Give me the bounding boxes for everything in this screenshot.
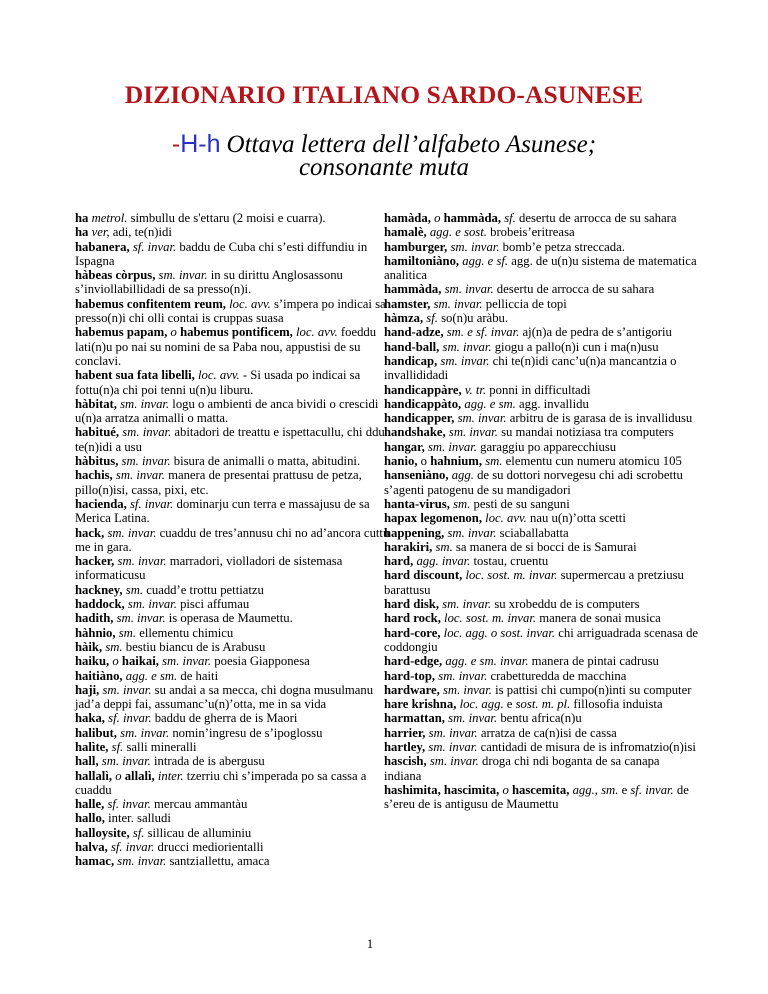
entry-definition: is pattisi chi cumpo(n)inti su computer — [491, 682, 692, 697]
dictionary-entry — [75, 740, 395, 754]
entry-headword: hapax legomenon, — [384, 511, 482, 526]
entry-grammar: sm. — [105, 639, 123, 654]
entry-definition: tzerriu chi s’imperada po sa cassa a cuaddu — [75, 768, 367, 797]
entry-grammar: sm. invar. — [101, 754, 151, 769]
entry-headword: hammàda, — [384, 282, 442, 297]
entry-definition: mercau ammantàu — [150, 797, 248, 812]
entry-definition: de s’ereu de is antigusu de Maumettu — [384, 782, 689, 812]
entry-grammar: agg. e sost. — [429, 225, 487, 240]
entry-grammar: agg. e sm. invar. — [445, 654, 529, 669]
dictionary-entry — [75, 368, 395, 397]
entry-grammar: sm. invar. — [429, 754, 479, 769]
entry-headword-variant: habemus pontificem, — [180, 325, 293, 340]
dictionary-entry — [384, 740, 700, 754]
dictionary-entry — [75, 425, 395, 454]
entry-definition: pisci affumau — [176, 597, 250, 612]
dictionary-entry — [384, 211, 700, 225]
entry-definition: brobeis’eritreasa — [486, 225, 575, 240]
dictionary-entry — [384, 611, 700, 625]
dictionary-entry — [384, 468, 700, 497]
entry-grammar: o — [115, 768, 122, 783]
entry-definition: bomb’e petza streccada. — [499, 239, 625, 254]
entry-definition: so(n)u aràbu. — [437, 311, 509, 326]
entry-grammar: sost. m. pl. — [515, 697, 571, 712]
dictionary-entry — [75, 826, 395, 840]
entry-grammar: sm. invar. — [448, 425, 498, 440]
entry-headword: hand-ball, — [384, 339, 440, 354]
entry-definition: manera de pintai cadrusu — [528, 654, 659, 669]
dictionary-entry — [75, 268, 395, 297]
entry-definition: drucci mediorientalli — [154, 840, 264, 855]
entry-headword-variant: allalì, — [124, 768, 155, 783]
entry-headword: hard discount, — [384, 568, 463, 583]
heading-dash: - — [171, 130, 181, 158]
entry-definition: sa manera de si bocci de is Samurai — [452, 539, 637, 554]
entry-headword: hàbeas còrpus, — [75, 268, 156, 283]
entry-headword: hanio, — [384, 454, 418, 469]
dictionary-entry — [384, 669, 700, 683]
entry-definition: desertu de arrocca de su sahara — [515, 211, 677, 225]
document-title: DIZIONARIO ITALIANO SARDO-ASUNESE — [124, 80, 644, 109]
dictionary-entry — [384, 325, 700, 339]
entry-definition: bentu africa(n)u — [497, 711, 582, 726]
entry-grammar: loc. avv. — [296, 325, 338, 340]
entry-definition: intrada de is abergusu — [150, 754, 265, 769]
entry-grammar: loc. agg. — [459, 697, 504, 712]
entry-grammar: agg. e sm. — [464, 396, 516, 411]
entry-definition: pesti de su sanguni — [470, 496, 570, 511]
entry-grammar: o — [112, 654, 119, 669]
entry-definition: de su dottori norvegesu chi adi scrobettu s’agenti patogenu de su mandigadori — [384, 468, 683, 497]
entry-definition: aj(n)a de pedra de s’antigoriu — [519, 325, 672, 340]
dictionary-entry — [384, 597, 700, 611]
entry-grammar: loc. sost. m. invar. — [444, 611, 537, 626]
entry-headword: hare krishna, — [384, 697, 457, 712]
entry-headword: hamburger, — [384, 239, 448, 254]
entry-headword: hackney, — [75, 582, 123, 597]
entry-headword: hard, — [384, 554, 414, 569]
entry-headword: hard disk, — [384, 597, 440, 612]
entry-definition: droga chi ndi boganta de sa canapa indiana — [384, 754, 660, 783]
entry-definition: bestiu biancu de is Arabusu — [122, 639, 266, 654]
entry-headword: hàhnio, — [75, 625, 116, 640]
dictionary-entry — [384, 654, 700, 668]
entry-grammar: sm. invar. — [428, 739, 478, 754]
entry-definition: agg. invallidu — [515, 396, 589, 411]
entry-definition: chi te(n)idi canc’u(n)a mancantzia o invallididadi — [384, 353, 677, 383]
entry-grammar: sm. invar. — [444, 282, 494, 297]
dictionary-entry — [384, 497, 700, 511]
entry-headword-variant: hascemita, — [511, 782, 570, 797]
entry-grammar: sm. e sf. invar. — [446, 325, 520, 340]
dictionary-entry — [384, 526, 700, 540]
entry-definition: arratza de ca(n)isi de cassa — [477, 725, 617, 740]
entry-headword: hachis, — [75, 468, 113, 483]
dictionary-entry — [75, 497, 395, 526]
dictionary-entry — [75, 654, 395, 668]
dictionary-entry — [75, 583, 395, 597]
entry-headword: haji, — [75, 682, 100, 697]
entry-headword: hanseniàno, — [384, 468, 449, 483]
entry-headword: hall, — [75, 754, 99, 769]
entry-grammar: sm. invar. — [158, 268, 208, 283]
entry-headword: hard-core, — [384, 625, 441, 640]
entry-grammar: v. tr. — [464, 382, 487, 397]
entry-headword: hartley, — [384, 739, 426, 754]
entry-grammar: agg. e sf. — [462, 253, 509, 268]
dictionary-entry — [384, 297, 700, 311]
dictionary-entry — [75, 297, 395, 326]
entry-headword: haiku, — [75, 654, 110, 669]
entry-definition: manera de sonai musica — [536, 611, 661, 626]
entry-grammar: sm. invar. — [427, 439, 477, 454]
entry-headword: ha — [75, 211, 89, 225]
dictionary-entry — [75, 526, 395, 555]
entry-definition: desertu de arrocca de su sahara — [493, 282, 655, 297]
entry-grammar: sf. — [426, 311, 438, 326]
entry-definition: adi, te(n)idi — [109, 225, 172, 240]
right-column — [384, 211, 700, 811]
entry-grammar: sm. invar. — [117, 854, 167, 869]
entry-grammar: sm. invar. — [162, 654, 212, 669]
entry-grammar: sf. invar. — [110, 840, 155, 855]
entry-grammar: sf. invar. — [108, 711, 152, 726]
dictionary-entry — [75, 468, 395, 497]
entry-definition: fillosofia induista — [570, 697, 663, 712]
entry-definition: su andai a sa mecca, chi dogna musulmanu jad’a deppi fai, assumanc’u(n)’otta, me in sa vida — [75, 682, 374, 712]
dictionary-entry — [384, 454, 700, 468]
entry-grammar: sm. invar. — [428, 725, 478, 740]
entry-definition: salludi — [133, 811, 171, 826]
entry-headword: hallo, — [75, 811, 105, 826]
page-number: 1 — [366, 936, 374, 951]
entry-grammar: sm. invar. — [117, 554, 167, 569]
dictionary-entry — [75, 726, 395, 740]
entry-grammar: sm. invar. — [107, 525, 157, 540]
dictionary-entry — [384, 511, 700, 525]
entry-grammar: sm. invar. — [116, 611, 166, 626]
entry-grammar: ver, — [91, 225, 110, 240]
entry-headword: hamàda, — [384, 211, 431, 225]
entry-definition: chi arriguadrada scenasa de coddongiu — [384, 625, 699, 654]
entry-definition: poesia Giapponesa — [211, 654, 310, 669]
entry-grammar: loc. sost. m. invar. — [465, 568, 558, 583]
entry-definition: sillicau de alluminiu — [144, 825, 252, 840]
entry-headword: handicappàre, — [384, 382, 462, 397]
entry-grammar: sm. invar. — [102, 682, 152, 697]
dictionary-entry — [75, 797, 395, 811]
entry-grammar: sm. invar. — [121, 454, 171, 469]
entry-definition: salli mineralli — [123, 739, 197, 754]
entry-grammar: sm. — [118, 625, 137, 640]
entry-connector: o — [417, 454, 431, 469]
entry-definition: nau u(n)’otta scetti — [526, 511, 626, 526]
entry-headword: hacker, — [75, 554, 115, 569]
entry-definition: foeddu lati(n)u po nai su nomini de sa Paba nou, appustisi de su conclavi. — [75, 325, 377, 368]
entry-grammar: o — [502, 782, 509, 797]
entry-definition: cantidadi de misura de is infromatzio(n)isi — [477, 739, 696, 754]
entry-grammar: loc. avv. — [229, 296, 271, 311]
entry-headword: hamac, — [75, 854, 115, 869]
entry-definition: is operasa de Maumettu. — [165, 611, 293, 626]
entry-headword: hamalè, — [384, 225, 427, 240]
entry-grammar: agg. invar. — [416, 554, 471, 569]
dictionary-entry — [75, 640, 395, 654]
entry-definition: garaggiu po apparecchiusu — [476, 439, 617, 454]
entry-headword: hangar, — [384, 439, 425, 454]
dictionary-entry — [75, 669, 395, 683]
dictionary-entry — [384, 225, 700, 239]
heading-description: Ottava lettera dell’alfabeto Asunese; — [226, 131, 597, 158]
entry-grammar: loc. agg. o sost. invar. — [443, 625, 556, 640]
entry-grammar: sm. invar. — [440, 353, 490, 368]
dictionary-entry — [384, 425, 700, 439]
left-column — [75, 211, 395, 869]
entry-headword: handicapper, — [384, 411, 455, 426]
entry-headword: halibut, — [75, 725, 117, 740]
entry-headword: hard rock, — [384, 611, 441, 626]
entry-grammar: o — [434, 211, 441, 225]
entry-definition: ponni in difficultadi — [486, 382, 591, 397]
entry-definition: s’impera po indicai sa presso(n)i chi olli contai is cruppas suasa — [75, 296, 386, 326]
entry-grammar: sm. invar. — [122, 425, 172, 440]
entry-definition: agg. de u(n)u sistema de matematica analitica — [384, 253, 697, 283]
entry-definition: pelliccia de topi — [482, 296, 567, 311]
entry-grammar: sf. — [630, 782, 643, 797]
entry-definition: marradori, violladori de sistemasa informaticusu — [75, 554, 343, 583]
entry-connector: e — [503, 697, 516, 712]
entry-grammar: sf. invar. — [132, 239, 177, 254]
entry-headword: handicappàto, — [384, 396, 462, 411]
dictionary-entry — [384, 397, 700, 411]
entry-definition: supermercau a pretziusu barattusu — [384, 568, 684, 597]
entry-definition: crabetturedda de macchina — [487, 668, 627, 683]
entry-grammar: sm. invar. — [433, 296, 483, 311]
dictionary-entry — [75, 240, 395, 269]
entry-headword-variant: hammàda, — [443, 211, 502, 225]
entry-headword: harrier, — [384, 725, 426, 740]
entry-definition: bisura de animalli o matta, abitudini. — [170, 454, 361, 469]
entry-grammar: agg., sm. — [572, 782, 619, 797]
dictionary-entry — [75, 211, 395, 225]
dictionary-entry — [75, 769, 395, 798]
dictionary-entry — [384, 340, 700, 354]
entry-headword: haddock, — [75, 597, 125, 612]
entry-headword: habemus papam, — [75, 325, 168, 340]
entry-headword: habent sua fata libelli, — [75, 368, 195, 383]
entry-grammar: sm. invar. — [448, 711, 498, 726]
dictionary-entry — [384, 354, 700, 383]
entry-grammar: sf. — [132, 825, 145, 840]
entry-headword: halìte, — [75, 739, 109, 754]
dictionary-entry — [384, 711, 700, 725]
entry-headword: hacienda, — [75, 496, 127, 511]
entry-headword: hàmza, — [384, 311, 424, 326]
entry-grammar: o — [170, 325, 177, 340]
entry-headword: ha — [75, 225, 89, 240]
entry-connector: e — [618, 782, 631, 797]
entry-grammar: sm. invar. — [457, 411, 507, 426]
dictionary-entry — [384, 783, 700, 812]
dictionary-entry — [75, 597, 395, 611]
entry-grammar: invar. — [645, 782, 674, 797]
entry-grammar: sf. invar. — [130, 496, 174, 511]
entry-grammar: inter. — [108, 811, 134, 826]
entry-definition: - Si usada po indicai sa fottu(n)a chi poi tenni u(n)u liburu. — [75, 368, 361, 397]
dictionary-entry — [384, 282, 700, 296]
dictionary-entry — [384, 568, 700, 597]
entry-grammar: sm. invar. — [438, 668, 488, 683]
entry-headword: halle, — [75, 797, 105, 812]
entry-definition: elementu cun numeru atomicu 105 — [502, 454, 682, 469]
entry-headword: hàbitat, — [75, 396, 117, 411]
entry-headword: hàbitus, — [75, 454, 119, 469]
entry-grammar: sm. invar. — [442, 339, 492, 354]
entry-grammar: sm. invar. — [442, 682, 492, 697]
entry-headword: hashimita, hascimita, — [384, 782, 500, 797]
dictionary-entry — [75, 626, 395, 640]
entry-grammar: sm. invar. — [120, 396, 170, 411]
dictionary-entry — [75, 225, 395, 239]
dictionary-entry — [75, 840, 395, 854]
entry-headword: hanta-virus, — [384, 496, 450, 511]
entry-grammar: agg. e sm. — [125, 668, 178, 683]
entry-definition: manera de presentai prattusu de petza, pillo(n)isi, cassa, pixi, etc. — [75, 468, 362, 497]
entry-definition: arbitru de is garasa de is invallidusu — [506, 411, 693, 426]
entry-headword: hadith, — [75, 611, 114, 626]
entry-definition: su mandai notiziasa tra computers — [497, 425, 674, 440]
entry-headword: haka, — [75, 711, 105, 726]
dictionary-entry — [384, 726, 700, 740]
entry-headword: hard-edge, — [384, 654, 443, 669]
entry-definition: tostau, cruentu — [470, 554, 549, 569]
entry-headword-variant: hahnium, — [430, 454, 483, 469]
entry-headword: hascish, — [384, 754, 427, 769]
dictionary-entry — [384, 240, 700, 254]
entry-grammar: sm. — [125, 582, 144, 597]
entry-definition: giogu a pallo(n)i cun i ma(n)usu — [491, 339, 659, 354]
dictionary-entry — [384, 440, 700, 454]
dictionary-entry — [384, 754, 700, 783]
entry-definition: santziallettu, amaca — [166, 854, 270, 869]
entry-grammar: sm. — [485, 454, 503, 469]
entry-headword: hard-top, — [384, 668, 436, 683]
entry-definition: ellementu chimicu — [136, 625, 234, 640]
dictionary-entry — [384, 254, 700, 283]
entry-headword-variant: haikai, — [121, 654, 159, 669]
entry-definition: su xrobeddu de is computers — [491, 597, 640, 612]
dictionary-entry — [75, 397, 395, 426]
entry-grammar: metrol. — [91, 211, 128, 225]
dictionary-entry — [384, 554, 700, 568]
entry-grammar: sf. — [111, 739, 124, 754]
dictionary-entry — [384, 697, 700, 711]
entry-headword: hand-adze, — [384, 325, 444, 340]
entry-grammar: sm. invar. — [127, 597, 177, 612]
dictionary-entry — [75, 754, 395, 768]
entry-definition: logu o ambienti de anca bividi o crescidi u(n)a arratza animalli o matta. — [75, 396, 379, 426]
dictionary-entry — [75, 711, 395, 725]
entry-definition: abitadori de treattu e ispettacullu, chi ddu te(n)idi a usu — [75, 425, 385, 454]
entry-headword: hamster, — [384, 296, 431, 311]
entry-headword: hardware, — [384, 682, 440, 697]
entry-definition: de haiti — [177, 668, 219, 683]
entry-definition: sciaballabatta — [496, 525, 569, 540]
entry-headword: hamiltoniàno, — [384, 253, 460, 268]
dictionary-entry — [384, 383, 700, 397]
dictionary-entry — [384, 683, 700, 697]
dictionary-entry — [75, 683, 395, 712]
dictionary-entry — [75, 611, 395, 625]
entry-headword: habitué, — [75, 425, 120, 440]
entry-headword: happening, — [384, 525, 445, 540]
entry-grammar: sf. invar. — [107, 797, 151, 812]
entry-headword: handshake, — [384, 425, 446, 440]
entry-definition: simbullu de s'ettaru (2 moisi e cuarra). — [127, 211, 326, 225]
dictionary-entry — [384, 411, 700, 425]
entry-definition: cuadd’e trottu pettiatzu — [143, 582, 264, 597]
entry-headword: haitiàno, — [75, 668, 123, 683]
entry-headword: habanera, — [75, 239, 130, 254]
entry-grammar: loc. avv. — [485, 511, 527, 526]
entry-headword: halloysite, — [75, 825, 130, 840]
entry-grammar: agg. — [451, 468, 474, 483]
entry-headword: harmattan, — [384, 711, 445, 726]
heading-description-line2: consonante muta — [298, 154, 470, 181]
dictionary-entry — [384, 540, 700, 554]
entry-headword: harakiri, — [384, 539, 433, 554]
entry-grammar: sm. invar. — [447, 525, 497, 540]
dictionary-entry — [75, 454, 395, 468]
entry-grammar: loc. avv. — [198, 368, 240, 383]
entry-headword: hack, — [75, 525, 105, 540]
entry-grammar: sm. invar. — [120, 725, 170, 740]
entry-headword: hallalì, — [75, 768, 113, 783]
entry-definition: baddu de Cuba chi s’esti diffundiu in Ispagna — [75, 239, 368, 268]
entry-definition: baddu de gherra de is Maori — [151, 711, 298, 726]
entry-grammar: sm. — [435, 539, 453, 554]
dictionary-entry — [75, 811, 395, 825]
dictionary-entry — [75, 554, 395, 583]
entry-grammar: inter. — [157, 768, 184, 783]
entry-headword: handicap, — [384, 353, 438, 368]
entry-headword: habemus confitentem reum, — [75, 296, 226, 311]
entry-headword: halva, — [75, 840, 108, 855]
dictionary-entry — [384, 626, 700, 655]
entry-definition: in su dirittu Anglosassonu s’inviollabillidadi de sa presso(n)i. — [75, 268, 343, 297]
entry-grammar: sm. invar. — [442, 597, 492, 612]
entry-grammar: sm. invar. — [115, 468, 165, 483]
entry-grammar: sm. — [453, 496, 471, 511]
dictionary-entry — [384, 311, 700, 325]
dictionary-entry — [75, 854, 395, 868]
entry-grammar: sm. invar. — [450, 239, 500, 254]
entry-definition: cuaddu de tres’annusu chi no ad’ancora cuttu me in gara. — [75, 525, 390, 554]
dictionary-entry — [75, 325, 395, 368]
entry-definition: dominarju cun terra e massajusu de sa Merica Latina. — [75, 496, 370, 526]
heading-letter: H-h — [180, 130, 221, 158]
entry-grammar: sf. — [504, 211, 516, 225]
entry-definition: nomin’ingresu de s’ipoglossu — [169, 725, 323, 740]
entry-headword: hàik, — [75, 639, 103, 654]
